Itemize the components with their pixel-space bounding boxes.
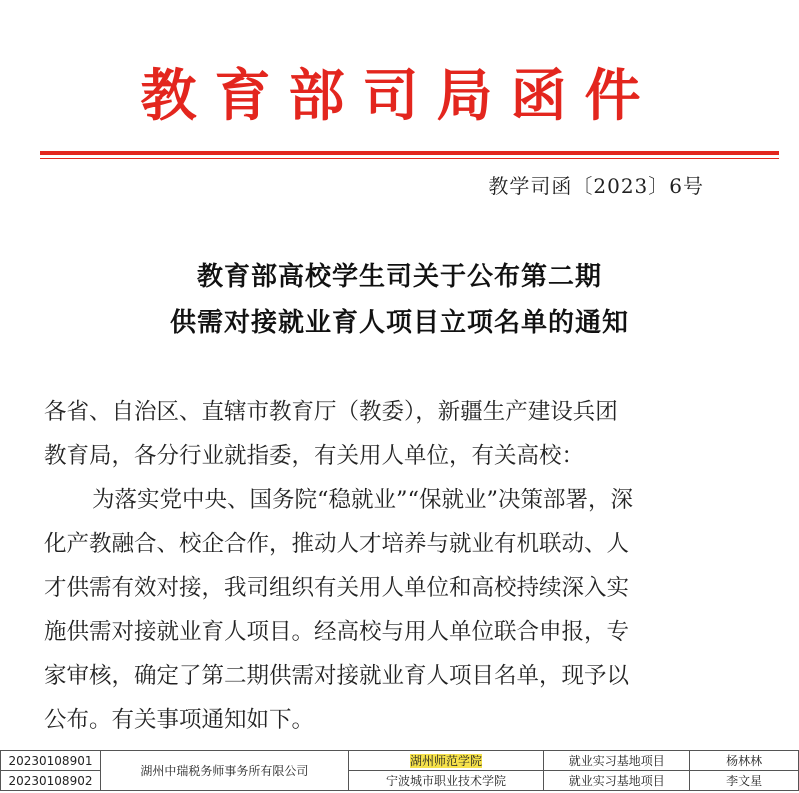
- table-row: [1, 751, 799, 771]
- body-line: 为落实党中央、国务院“稳就业”“保就业”决策部署，深: [92, 487, 634, 513]
- project-type-cell: 就业实习基地项目: [544, 771, 690, 791]
- person-cell: 杨林林: [690, 751, 799, 771]
- project-id-cell: 20230108902: [1, 771, 101, 791]
- body-line: 才供需有效对接，我司组织有关用人单位和高校持续深入实: [44, 575, 630, 601]
- letterhead-rule-thick: [40, 151, 779, 155]
- school-name-highlighted: 湖州师范学院: [410, 754, 483, 768]
- body-line: 各省、自治区、直辖市教育厅（教委），新疆生产建设兵团: [44, 399, 618, 425]
- body-line: 化产教融合、校企合作，推动人才培养与就业有机联动、人: [44, 531, 630, 557]
- school-cell: [348, 751, 544, 771]
- project-id-cell: 20230108901: [1, 751, 101, 771]
- body-line: 家审核，确定了第二期供需对接就业育人项目名单，现予以: [44, 663, 630, 689]
- notice-title-line-1: 教育部高校学生司关于公布第二期: [196, 262, 602, 292]
- project-type-cell: 就业实习基地项目: [544, 751, 690, 771]
- body-line: 施供需对接就业育人项目。经高校与用人单位联合申报，专: [44, 619, 630, 645]
- body-line: 教育局，各分行业就指委，有关用人单位，有关高校：: [44, 443, 585, 469]
- school-cell: 宁波城市职业技术学院: [348, 771, 544, 791]
- company-cell: 湖州中瑞税务师事务所有限公司: [100, 751, 348, 791]
- notice-title-line-2: 供需对接就业育人项目立项名单的通知: [169, 308, 629, 338]
- project-list-table: [0, 750, 799, 791]
- body-line: 公布。有关事项通知如下。: [44, 707, 315, 733]
- person-cell: 李文星: [690, 771, 799, 791]
- letterhead-title: 教育部司局函件: [140, 64, 659, 129]
- document-number: 教学司函〔2023〕6号: [488, 174, 704, 198]
- letterhead-rule-thin: [40, 158, 779, 159]
